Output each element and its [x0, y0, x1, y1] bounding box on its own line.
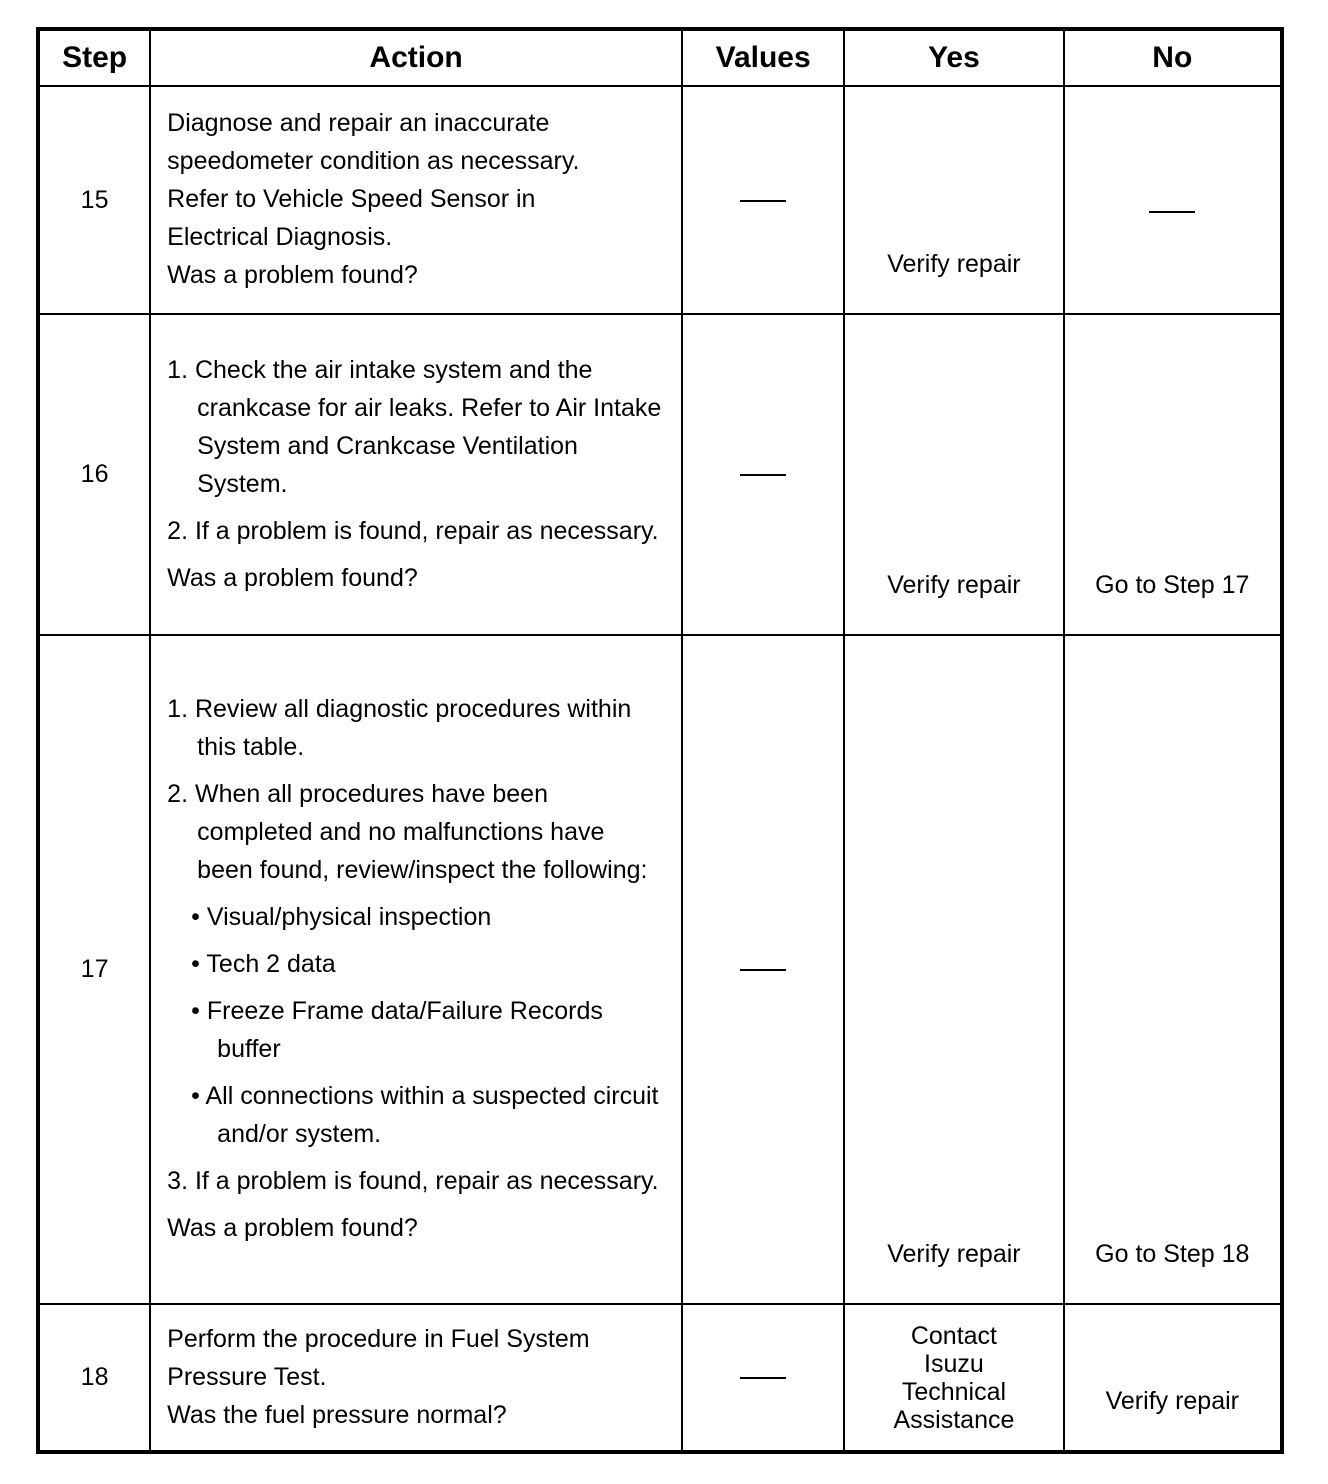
question-text: Was the fuel pressure normal? — [167, 1400, 507, 1429]
header-values: Values — [682, 29, 844, 86]
action-cell — [150, 314, 682, 635]
action-text: Perform the procedure in Fuel System — [167, 1324, 590, 1353]
action-item: 2. If a problem is found, repair as necessary. — [167, 516, 659, 545]
header-step: Step — [38, 29, 150, 86]
bullet-item: • Freeze Frame data/Failure Records buffer — [191, 997, 603, 1063]
no-result: Go to Step 18 — [1095, 1240, 1250, 1268]
no-cell — [1064, 635, 1282, 1304]
table-row-step-15 — [38, 86, 1282, 314]
action-item: 2. When all procedures have been completed and no malfunctions have been found, review/inspect the following: — [167, 780, 648, 884]
empty-value-dash — [740, 200, 786, 202]
yes-result: Verify repair — [887, 571, 1021, 599]
step-number: 16 — [38, 314, 150, 635]
action-item: 1. Check the air intake system and the crankcase for air leaks. Refer to Air Intake System and Crankcase Ventilation System. — [167, 355, 662, 498]
header-yes: Yes — [844, 29, 1063, 86]
action-cell — [150, 1304, 682, 1452]
question-text: Was a problem found? — [167, 261, 418, 289]
bullet-item: • Visual/physical inspection — [191, 903, 492, 931]
no-result: Go to Step 17 — [1095, 571, 1250, 599]
yes-result: Verify repair — [887, 1240, 1021, 1268]
action-text: Electrical Diagnosis. — [167, 223, 393, 251]
header-row — [38, 29, 1282, 86]
yes-cell — [844, 635, 1063, 1304]
step-number: 15 — [38, 86, 150, 314]
values-cell — [682, 1304, 844, 1452]
no-cell — [1064, 314, 1282, 635]
table-row-step-17 — [38, 635, 1282, 1304]
yes-cell — [844, 86, 1063, 314]
question-text: Was a problem found? — [167, 563, 418, 592]
empty-value-dash — [740, 1377, 786, 1379]
yes-cell — [844, 314, 1063, 635]
action-item: 1. Review all diagnostic procedures within this table. — [167, 695, 632, 761]
step-number: 18 — [38, 1304, 150, 1452]
no-cell — [1064, 1304, 1282, 1452]
yes-cell — [844, 1304, 1063, 1452]
empty-value-dash — [740, 969, 786, 971]
values-cell — [682, 86, 844, 314]
table-row-step-18 — [38, 1304, 1282, 1452]
values-cell — [682, 314, 844, 635]
action-cell — [150, 86, 682, 314]
bullet-item: • Tech 2 data — [191, 950, 336, 978]
action-text: speedometer condition as necessary. — [167, 147, 580, 175]
yes-result: Verify repair — [887, 250, 1021, 278]
step-number: 17 — [38, 635, 150, 1304]
question-text: Was a problem found? — [167, 1214, 418, 1242]
action-text: Refer to Vehicle Speed Sensor in — [167, 185, 536, 213]
header-action: Action — [150, 29, 682, 86]
yes-result-line: Isuzu — [924, 1349, 984, 1378]
action-text: Diagnose and repair an inaccurate — [167, 109, 550, 137]
no-result-dash — [1065, 197, 1280, 226]
diagnostic-table — [36, 27, 1284, 1454]
table-row-step-16 — [38, 314, 1282, 635]
yes-result-line: Assistance — [893, 1405, 1015, 1434]
yes-result-line: Contact — [910, 1321, 998, 1350]
no-cell — [1064, 86, 1282, 314]
values-cell — [682, 635, 844, 1304]
action-item: 3. If a problem is found, repair as necessary. — [167, 1167, 659, 1195]
header-no: No — [1064, 29, 1282, 86]
yes-result-line: Technical — [901, 1377, 1007, 1406]
action-text: Pressure Test. — [167, 1362, 327, 1391]
bullet-item: • All connections within a suspected circuit and/or system. — [191, 1082, 659, 1148]
no-result: Verify repair — [1105, 1387, 1239, 1415]
empty-value-dash — [740, 474, 786, 476]
action-cell — [150, 635, 682, 1304]
